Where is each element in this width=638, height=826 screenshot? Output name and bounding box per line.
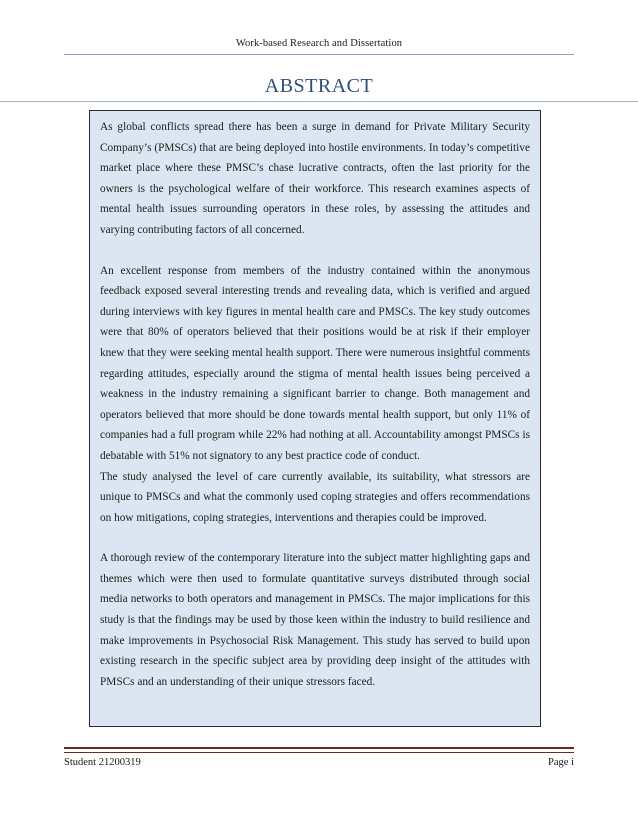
abstract-paragraph-4: A thorough review of the contemporary literature into the subject matter highlighting gaps and themes which were then used to formulate quantitative surveys distributed through social media networks to both operators and management in PMSCs. The major implications for this study is that the findings may be used by those keen within the industry to build resilience and make improvements in Psychosocial Risk Management. This study has served to build upon existing research in the specific subject area by providing deep insight of the attitudes with PMSCs and an understanding of their unique stressors faced. [100,552,530,688]
title-rule [0,101,638,102]
abstract-box [89,110,541,727]
footer-rule-thick [64,747,574,749]
abstract-paragraph-3: The study analysed the level of care currently available, its suitability, what stressors are unique to PMSCs and what the commonly used coping strategies and offers recommendations on how mitigations, coping strategies, interventions and therapies could be improved. [100,470,530,524]
footer-page-number: Page i [548,757,574,768]
footer-student-id: Student 21200319 [64,757,141,768]
abstract-paragraph-1: As global conflicts spread there has been a surge in demand for Private Military Security Company’s (PMSCs) that are being deployed into hostile environments. In today’s competitive market place where these PMSC’s chase lucrative contracts, often the last priority for the owners is the psychological welfare of their workforce. This research examines aspects of mental health issues surrounding operators in these roles, by assessing the attitudes and varying contributing factors of all concerned. [100,121,530,236]
page-title: ABSTRACT [264,75,374,97]
running-header: Work-based Research and Dissertation [235,38,403,49]
header-rule [64,54,574,55]
footer-rule-thin [64,752,574,753]
abstract-paragraph-2: An excellent response from members of the industry contained within the anonymous feedback exposed several interesting trends and revealing data, which is verified and argued during interviews with key figures in mental health care and PMSCs. The key study outcomes were that 80% of operators believed that their positions would be at risk if their employer knew that they were seeking mental health support. There were numerous insightful comments regarding attitudes, especially around the stigma of mental health issues being perceived a weakness in the industry remaining a significant barrier to change. Both management and operators believed that more should be done towards mental health support, but only 11% of companies had a full program while 22% had nothing at all. Accountability amongst PMSCs is debatable with 51% not signatory to any best practice code of conduct. [100,264,530,462]
